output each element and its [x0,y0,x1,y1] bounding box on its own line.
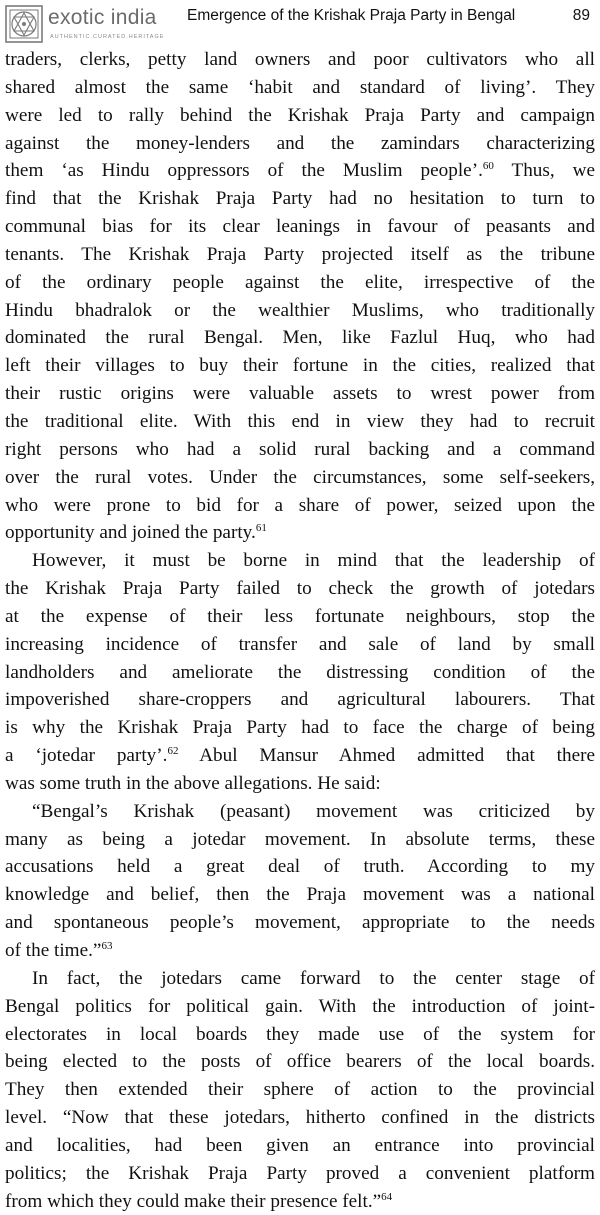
text-line [5,742,595,770]
text-line [5,297,595,325]
text-line [5,937,595,965]
text-line [5,965,595,993]
text-line [5,269,595,297]
text-line [5,603,595,631]
line-text: at the expense of their less fortunate neighbours, stop the [5,605,595,627]
logo-wordmark: exotic india [48,6,157,29]
text-line [5,770,595,798]
line-text: traders, clerks, petty land owners and poor cultivators who all [5,49,595,70]
text-line [5,213,595,241]
text-line [5,1104,595,1132]
footnote-ref: 60 [482,160,494,173]
line-text: politics; the Krishak Praja Party proved a convenient platform [5,1162,595,1184]
text-line [5,1076,595,1104]
line-text: and localities, had been given an entrance into provincial [5,1134,595,1156]
yantra-logo-icon [4,4,44,44]
line-text: impoverished share-croppers and agricultural labourers. That [5,689,595,711]
page-number: 89 [572,7,590,24]
text-line [5,659,595,687]
text-line [5,853,595,881]
line-text: was some truth in the above allegations. He said: [5,772,381,794]
line-text: opportunity and joined the party. [5,522,256,544]
line-text: many as being a jotedar movement. In absolute terms, these [5,828,595,850]
line-text: dominated the rural Bengal. Men, like Fazlul Huq, who had [5,327,595,349]
line-text: tenants. The Krishak Praja Party projected itself as the tribune [5,243,595,265]
line-text: a ‘jotedar party’. [5,745,168,767]
text-line [5,714,595,742]
text-line [5,1048,595,1076]
text-line [5,46,595,74]
line-text: knowledge and belief, then the Praja movement was a national [5,884,595,906]
line-text: Hindu bhadralok or the wealthier Muslims, who traditionally [5,299,595,321]
logo-tagline: AUTHENTIC.CURATED.HERITAGE [50,34,165,40]
text-line [5,492,595,520]
text-line [5,130,595,158]
line-text: is why the Krishak Praja Party had to face the charge of being [5,717,595,739]
line-text: against the money-lenders and the zamindars characterizing [5,132,595,154]
text-line [5,185,595,213]
line-text: left their villages to buy their fortune in the cities, realized that [5,355,595,377]
text-line [5,436,595,464]
text-line [5,686,595,714]
line-text: them ‘as Hindu oppressors of the Muslim people’. [5,160,483,182]
text-line [5,575,595,603]
line-text: right persons who had a solid rural backing and a command [5,438,595,460]
line-text: Bengal politics for political gain. With the introduction of joint- [5,995,595,1017]
text-line [5,352,595,380]
text-line [5,157,595,185]
line-text: “Bengal’s Krishak (peasant) movement was criticized by [32,800,595,822]
text-line [5,74,595,102]
text-line [5,102,595,130]
running-title: Emergence of the Krishak Praja Party in Bengal [187,7,516,24]
line-text: They then extended their sphere of action to the provincial [5,1079,595,1101]
line-text: level. “Now that these jotedars, hitherto confined in the districts [5,1107,595,1129]
line-text: who were prone to bid for a share of power, seized upon the [5,494,595,516]
text-line [5,1188,595,1215]
text-line [5,881,595,909]
line-text: over the rural votes. Under the circumstances, some self-seekers, [5,466,595,488]
text-line [5,1021,595,1049]
line-text: find that the Krishak Praja Party had no hesitation to turn to [5,188,595,210]
line-text: increasing incidence of transfer and sale of land by small [5,633,595,655]
line-text: the traditional elite. With this end in view they had to recruit [5,410,595,432]
text-line [5,826,595,854]
text-line [5,1160,595,1188]
site-logo [4,2,194,48]
line-text: In fact, the jotedars came forward to the center stage of [32,967,595,989]
text-line [5,519,595,547]
line-text: accusations held a great deal of truth. According to my [5,856,595,878]
text-line [5,993,595,1021]
line-text-continued: Abul Mansur Ahmed admitted that there [178,745,595,767]
line-text: electorates in local boards they made use of the system for [5,1023,595,1045]
line-text: shared almost the same ‘habit and standard of living’. They [5,76,595,98]
text-line [5,241,595,269]
text-line [5,380,595,408]
text-line [5,798,595,826]
line-text: However, it must be borne in mind that the leadership of [32,550,595,572]
body-text [5,46,595,1215]
line-text: of the ordinary people against the elite, irrespective of the [5,271,595,293]
line-text: being elected to the posts of office bearers of the local boards. [5,1051,595,1073]
line-text-continued: Thus, we [493,160,595,182]
line-text: landholders and ameliorate the distressing condition of the [5,661,595,683]
text-line [5,909,595,937]
footnote-ref: 61 [255,522,267,535]
line-text: their rustic origins were valuable assets to wrest power from [5,383,595,405]
text-line [5,408,595,436]
text-line [5,324,595,352]
footnote-ref: 62 [167,745,179,758]
line-text: of the time.” [5,940,102,961]
text-line [5,631,595,659]
line-text: from which they could make their presence felt.” [5,1190,382,1212]
line-text: the Krishak Praja Party failed to check the growth of jotedars [5,578,595,600]
footnote-ref: 64 [381,1190,393,1203]
line-text: were led to rally behind the Krishak Praja Party and campaign [5,104,595,126]
text-line [5,464,595,492]
text-line [5,1132,595,1160]
line-text: and spontaneous people’s movement, appropriate to the needs [5,912,595,934]
footnote-ref: 63 [101,940,113,952]
text-line [5,547,595,575]
line-text: communal bias for its clear leanings in favour of peasants and [5,216,595,238]
